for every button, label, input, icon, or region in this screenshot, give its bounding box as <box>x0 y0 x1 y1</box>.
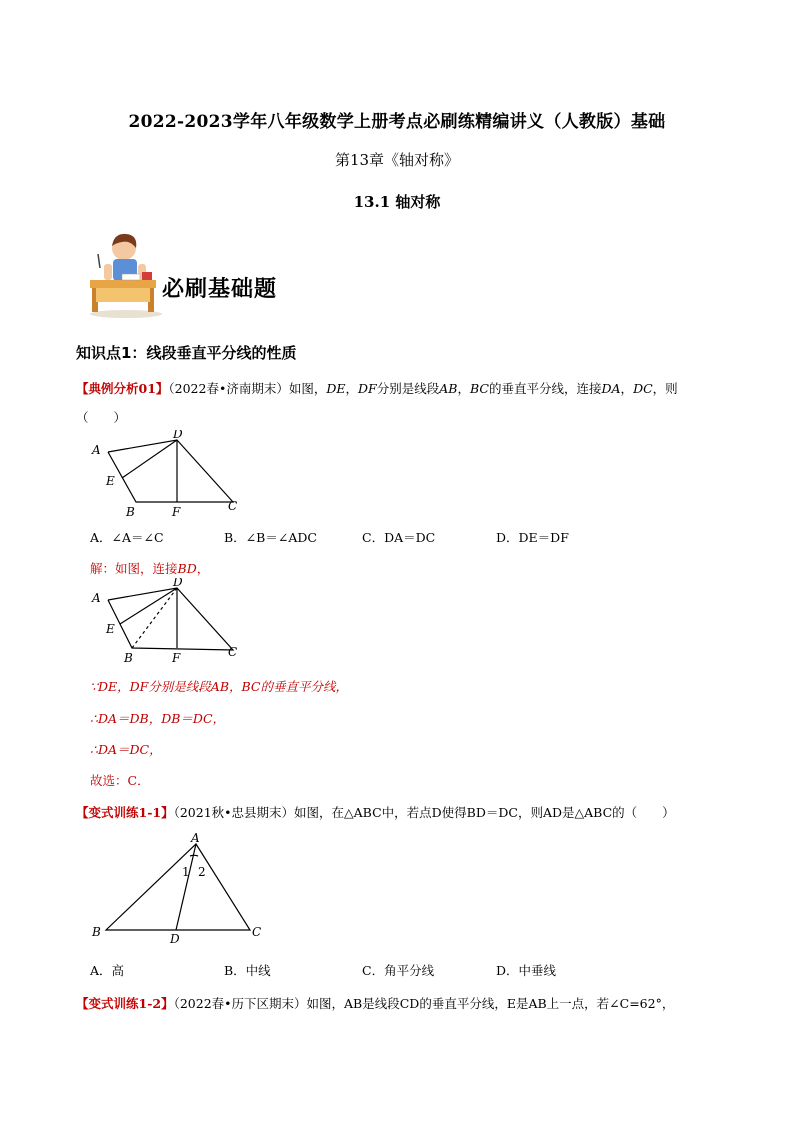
solution-step-2: ∴DA＝DB，DB＝DC， <box>90 711 226 726</box>
ex1-option-b: B．中线 <box>224 963 271 978</box>
tri-label-c: C <box>252 925 262 939</box>
segment-df: DF <box>358 381 377 396</box>
segment-ab: AB <box>439 381 458 396</box>
example-question <box>76 379 678 397</box>
fig1-label-f: F <box>172 505 181 519</box>
answer-parentheses: （ ） <box>76 410 127 425</box>
solution-intro-text: 解：如图，连接 <box>90 561 178 576</box>
example-source: （2022春•济南期末） <box>168 381 289 396</box>
knowledge-point-prefix: 知识点1： <box>76 344 147 362</box>
knowledge-point-title: 线段垂直平分线的性质 <box>146 344 297 362</box>
option-d: D．DE＝DF <box>496 530 569 545</box>
segment-da: DA <box>601 381 621 396</box>
student-at-desk-icon <box>86 228 166 320</box>
exercise-1-text: 如图，在△ABC中，若点D使得BD＝DC，则AD是△ABC的（ ） <box>294 805 675 820</box>
option-a: A．∠A＝∠C <box>90 530 164 545</box>
ex1-option-c: C．角平分线 <box>362 963 435 978</box>
example-text-3: 的垂直平分线，连接 <box>488 381 602 396</box>
tri-angle-1: 1 <box>182 865 190 879</box>
tri-label-b: B <box>92 925 101 939</box>
fig2-label-d: D <box>173 578 183 589</box>
example-text-2: 分别是线段 <box>376 381 440 396</box>
example-text-4: ，则 <box>652 381 678 396</box>
exercise-2-question <box>76 994 674 1012</box>
section-title: 13.1 轴对称 <box>353 193 441 211</box>
solution-intro-end: ， <box>196 561 210 576</box>
fig1-label-d: D <box>173 430 183 441</box>
fig1-label-e: E <box>106 474 115 488</box>
segment-dc: DC <box>633 381 653 396</box>
option-c: C．DA＝DC <box>362 530 436 545</box>
exercise-1-question <box>76 803 675 821</box>
tri-label-a: A <box>191 831 200 845</box>
solution-answer: 故选：C． <box>90 773 150 788</box>
sep-3: ， <box>620 381 634 396</box>
solution-intro-seg: BD <box>177 561 197 576</box>
segment-bc: BC <box>469 381 489 396</box>
fig1-label-b: B <box>126 505 135 519</box>
document-title: 2022-2023学年八年级数学上册考点必刷练精编讲义（人教版）基础 <box>128 112 666 132</box>
knowledge-point-heading <box>76 342 296 363</box>
fig1-label-a: A <box>92 443 101 457</box>
figure-triangle <box>86 826 276 946</box>
example-text-1: 如图， <box>288 381 327 396</box>
segment-de: DE <box>326 381 346 396</box>
ex1-option-a: A．高 <box>90 963 125 978</box>
solution-step-3: ∴DA＝DC， <box>90 742 162 757</box>
sep-1: ， <box>345 381 359 396</box>
chapter-title: 第13章《轴对称》 <box>334 151 460 169</box>
student-illustration <box>86 228 166 320</box>
banner-label: 必刷基础题 <box>162 276 278 302</box>
figure-quadrilateral-1 <box>86 430 246 520</box>
exercise-2-source: （2022春•历下区期末） <box>173 996 307 1011</box>
exercise-1-tag: 【变式训练1-1】 <box>76 805 174 820</box>
fig2-label-e: E <box>106 622 115 636</box>
fig1-label-c: C <box>228 499 238 513</box>
tri-label-d: D <box>170 932 180 946</box>
fig2-label-b: B <box>124 651 133 665</box>
fig2-label-f: F <box>172 651 181 665</box>
exercise-2-tag: 【变式训练1-2】 <box>76 996 174 1011</box>
fig2-label-a: A <box>92 591 101 605</box>
fig2-label-c: C <box>228 645 238 659</box>
sep-2: ， <box>457 381 470 396</box>
exercise-2-text: 如图，AB是线段CD的垂直平分线，E是AB上一点，若∠C=62°， <box>306 996 675 1011</box>
figure-quadrilateral-2 <box>86 578 246 668</box>
option-b: B．∠B＝∠ADC <box>224 530 317 545</box>
tri-angle-2: 2 <box>198 865 206 879</box>
solution-intro <box>90 559 209 577</box>
ex1-option-d: D．中垂线 <box>496 963 557 978</box>
exercise-1-source: （2021秋•忠县期末） <box>173 805 295 820</box>
solution-step-1: ∵DE，DF分别是线段AB，BC的垂直平分线， <box>90 679 348 694</box>
example-tag: 【典例分析01】 <box>76 381 169 396</box>
